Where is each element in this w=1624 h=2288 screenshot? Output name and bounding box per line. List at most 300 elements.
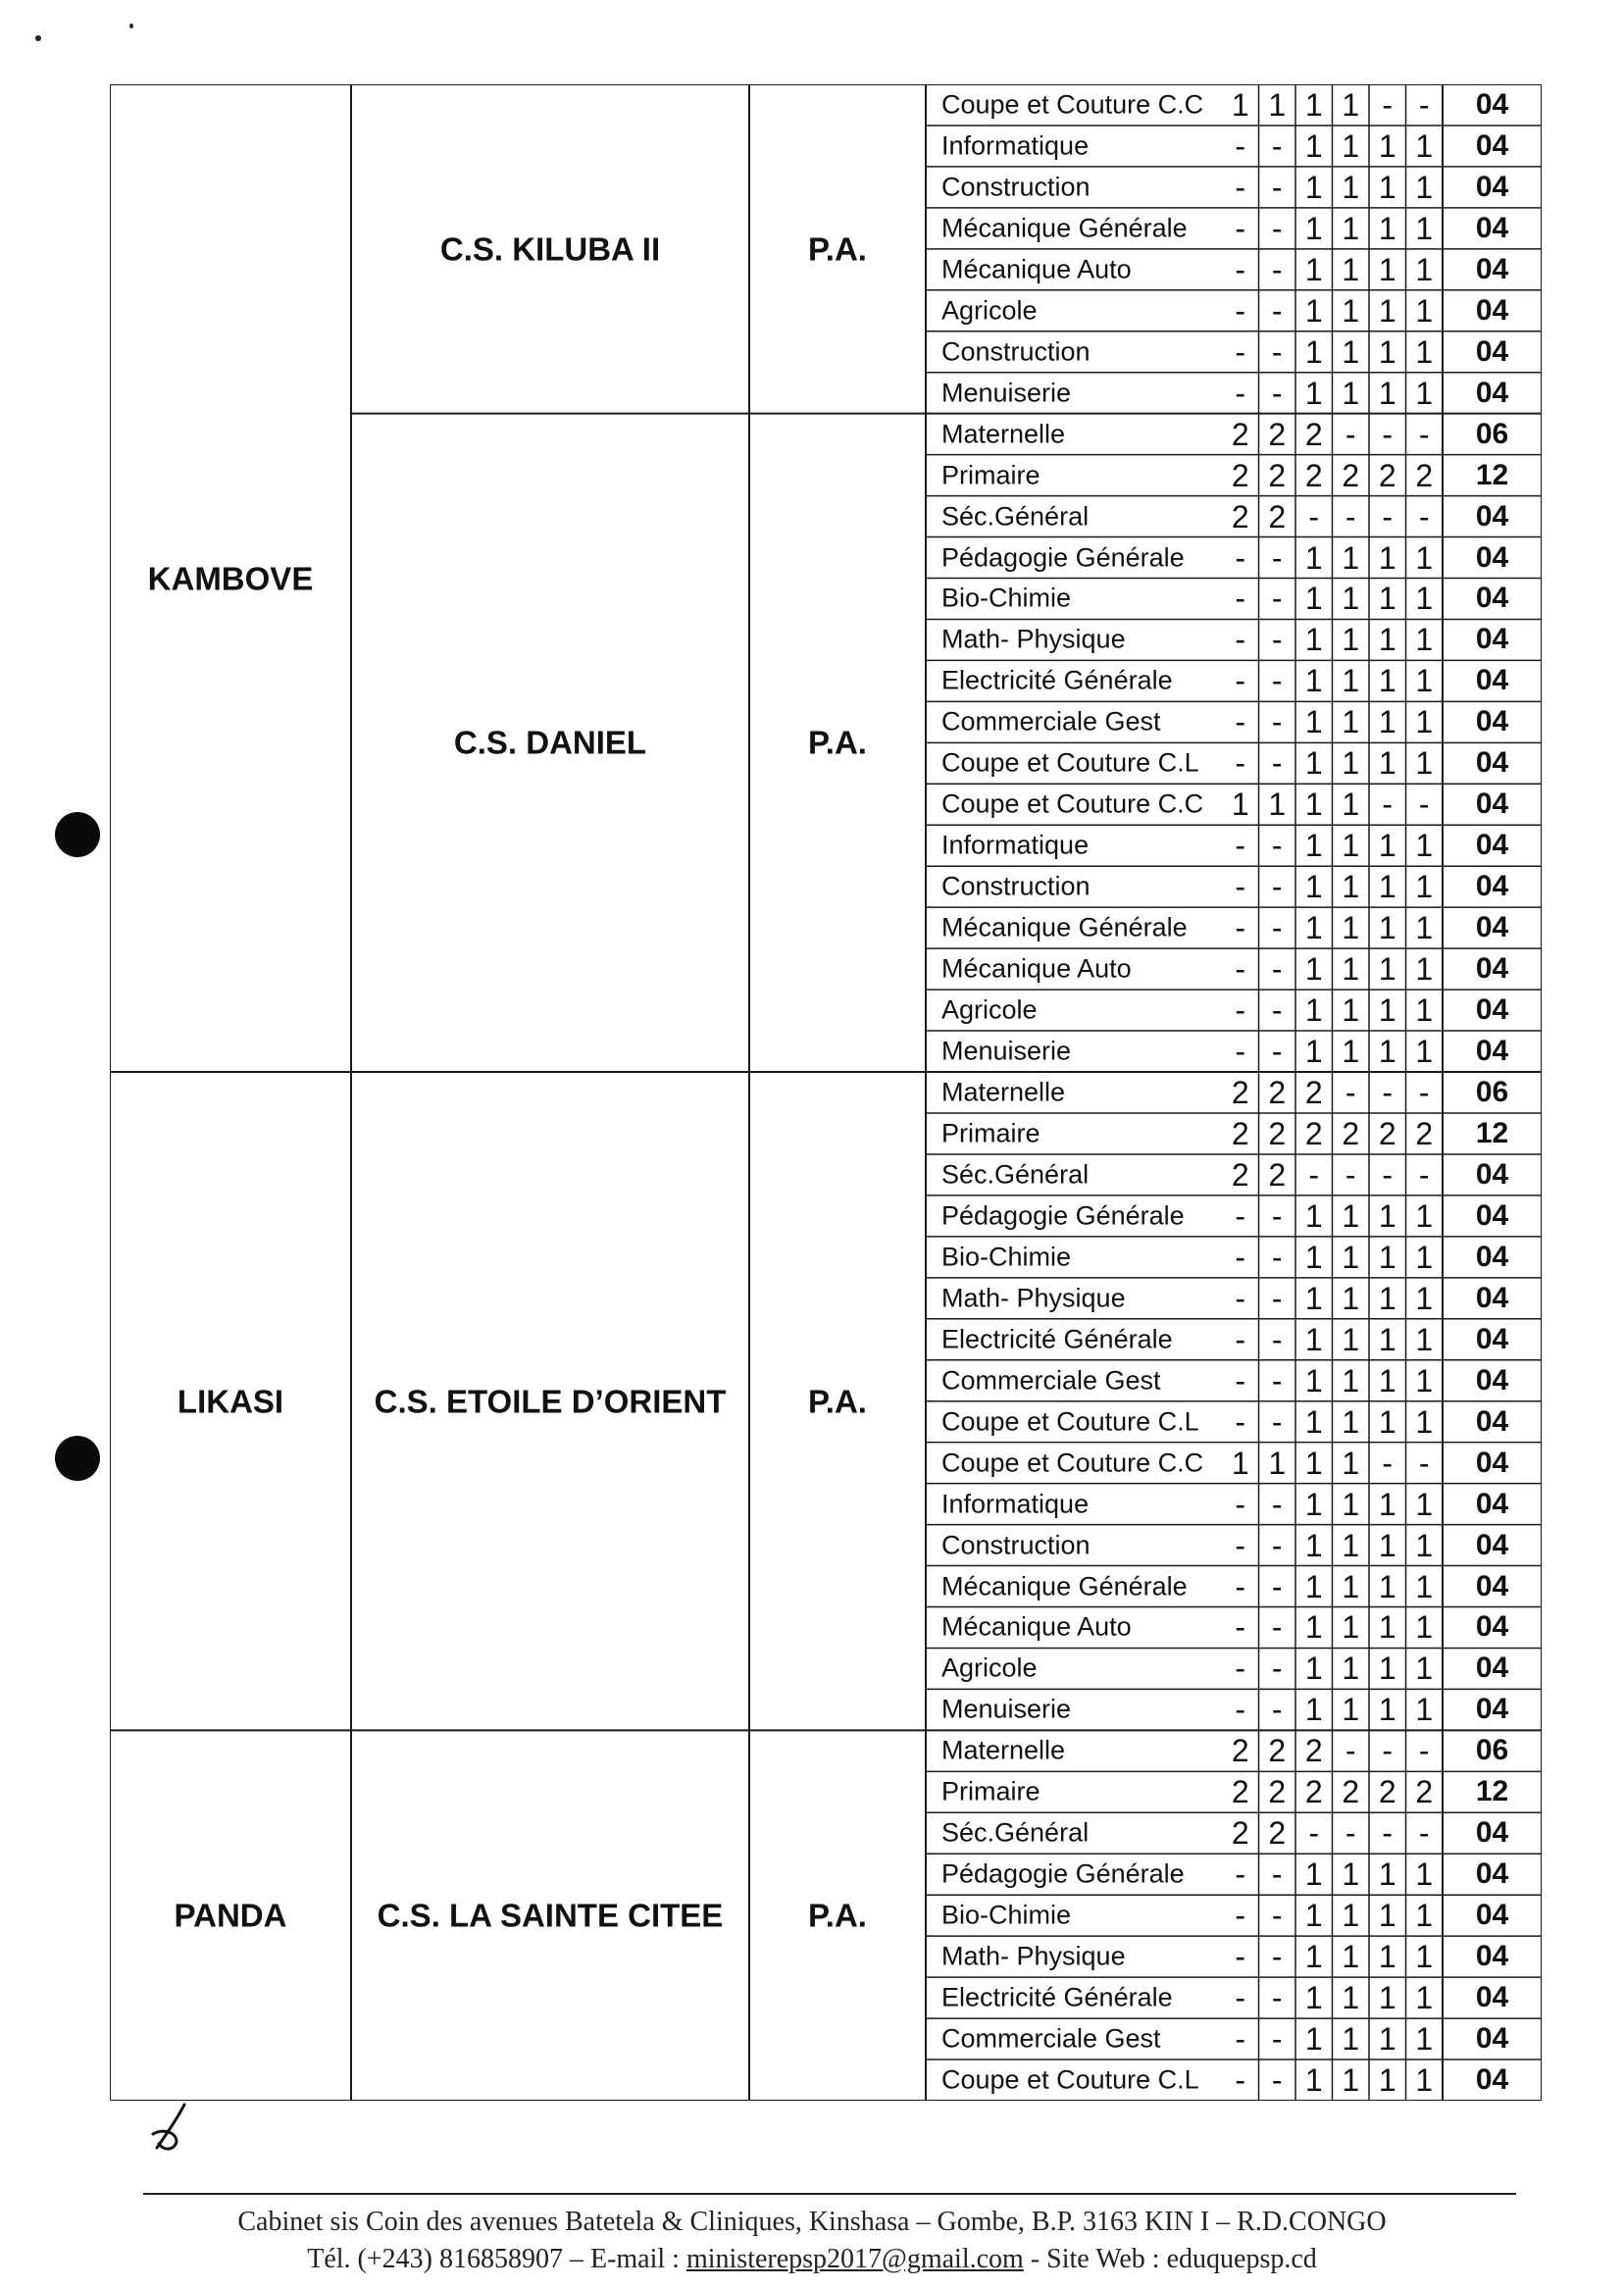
class-count: - <box>1235 2021 1246 2058</box>
filiere-label: Coupe et Couture C.C <box>941 788 1204 819</box>
class-count: 1 <box>1415 1321 1434 1357</box>
class-count: - <box>1235 1034 1246 1070</box>
class-count: 1 <box>1304 86 1323 123</box>
class-count: - <box>1271 992 1283 1029</box>
class-count: - <box>1235 1609 1246 1646</box>
class-count: 1 <box>1304 1197 1323 1234</box>
class-count: 1 <box>1342 704 1360 740</box>
filiere-label: Maternelle <box>941 1735 1066 1765</box>
class-count: 2 <box>1268 1733 1287 1769</box>
filiere-label: Math- Physique <box>941 1941 1126 1971</box>
class-count: 1 <box>1304 1486 1323 1522</box>
class-count: 2 <box>1268 1075 1287 1110</box>
class-count: - <box>1271 828 1283 864</box>
class-count: - <box>1345 498 1356 534</box>
school-type: P.A. <box>808 230 867 268</box>
class-count: - <box>1271 622 1283 658</box>
class-count: 1 <box>1304 663 1323 699</box>
class-count: 1 <box>1304 1651 1323 1687</box>
class-count: 2 <box>1231 1115 1249 1151</box>
class-count: 1 <box>1342 2021 1360 2058</box>
filiere-label: Informatique <box>941 1489 1090 1519</box>
class-count: 1 <box>1342 869 1360 905</box>
filiere-label: Bio-Chimie <box>941 1900 1072 1930</box>
filiere-label: Séc.Général <box>941 1159 1090 1190</box>
class-count: 1 <box>1342 2062 1360 2099</box>
class-count: 1 <box>1342 1486 1360 1522</box>
class-count: 1 <box>1342 1280 1360 1316</box>
class-count: 2 <box>1342 1774 1360 1810</box>
class-count: 2 <box>1231 498 1249 534</box>
class-count: 1 <box>1342 1980 1360 2016</box>
class-count: - <box>1235 622 1246 658</box>
row-total: 04 <box>1475 1816 1509 1850</box>
class-count: 1 <box>1415 869 1434 905</box>
class-count: - <box>1271 1280 1283 1316</box>
class-count: 1 <box>1415 663 1434 699</box>
class-count: 1 <box>1342 1239 1360 1275</box>
row-total: 04 <box>1475 1404 1509 1438</box>
row-total: 04 <box>1475 2022 1509 2056</box>
class-count: - <box>1271 1856 1283 1893</box>
filiere-label: Mécanique Générale <box>941 912 1188 942</box>
row-total: 04 <box>1475 870 1509 903</box>
class-count: 1 <box>1378 169 1396 205</box>
row-total: 04 <box>1475 1940 1509 1973</box>
class-count: 1 <box>1415 2021 1434 2058</box>
row-total: 04 <box>1475 87 1509 121</box>
filiere-label: Maternelle <box>941 419 1066 449</box>
class-count: - <box>1308 1156 1320 1193</box>
class-count: - <box>1235 1527 1246 1563</box>
class-count: 1 <box>1342 1856 1360 1893</box>
class-count: - <box>1235 1980 1246 2016</box>
class-count: 1 <box>1378 1362 1396 1398</box>
class-count: - <box>1271 1568 1283 1604</box>
row-total: 06 <box>1475 417 1509 450</box>
class-count: 2 <box>1231 1156 1249 1193</box>
class-count: 1 <box>1415 1692 1434 1728</box>
row-total: 04 <box>1475 540 1509 574</box>
class-count: 1 <box>1378 869 1396 905</box>
class-count: 1 <box>1415 1856 1434 1893</box>
row-total: 04 <box>1475 1035 1509 1068</box>
class-count: 1 <box>1268 1445 1287 1481</box>
class-count: 2 <box>1268 1815 1287 1852</box>
class-count: - <box>1235 663 1246 699</box>
class-count: 1 <box>1342 169 1360 205</box>
row-total: 12 <box>1475 1116 1509 1149</box>
row-total: 04 <box>1475 1157 1509 1191</box>
class-count: 1 <box>1304 992 1323 1029</box>
row-total: 04 <box>1475 1281 1509 1314</box>
class-count: - <box>1271 210 1283 246</box>
class-count: - <box>1382 1075 1394 1110</box>
class-count: 1 <box>1378 745 1396 782</box>
class-count: - <box>1235 1692 1246 1728</box>
class-count: - <box>1418 787 1430 823</box>
class-count: 1 <box>1342 539 1360 576</box>
row-total: 04 <box>1475 664 1509 697</box>
class-count: 1 <box>1378 292 1396 329</box>
filiere-label: Bio-Chimie <box>941 583 1072 613</box>
class-count: 2 <box>1231 1075 1249 1110</box>
class-count: 1 <box>1342 663 1360 699</box>
class-count: 1 <box>1342 1527 1360 1563</box>
class-count: 1 <box>1378 2062 1396 2099</box>
class-count: - <box>1235 375 1246 411</box>
class-count: - <box>1345 1815 1356 1852</box>
row-total: 04 <box>1475 1610 1509 1644</box>
class-count: - <box>1308 1815 1320 1852</box>
class-count: 1 <box>1304 251 1323 287</box>
class-count: 1 <box>1415 1609 1434 1646</box>
class-count: - <box>1235 951 1246 988</box>
class-count: - <box>1271 1980 1283 2016</box>
class-count: 1 <box>1304 581 1323 617</box>
class-count: 1 <box>1415 127 1434 164</box>
class-count: 2 <box>1304 1115 1323 1151</box>
class-count: 1 <box>1304 375 1323 411</box>
class-count: 1 <box>1378 1403 1396 1440</box>
row-total: 04 <box>1475 2063 1509 2097</box>
row-total: 04 <box>1475 911 1509 944</box>
class-count: - <box>1235 992 1246 1029</box>
class-count: 1 <box>1378 251 1396 287</box>
row-total: 04 <box>1475 1899 1509 1932</box>
class-count: 1 <box>1304 704 1323 740</box>
class-count: 1 <box>1378 210 1396 246</box>
filiere-label: Math- Physique <box>941 624 1126 654</box>
class-count: 1 <box>1378 1980 1396 2016</box>
footer-address: Cabinet sis Coin des avenues Batetela & Cliniques, Kinshasa – Gombe, B.P. 3163 KIN I – R.D.CONGO <box>237 2207 1387 2237</box>
class-count: - <box>1271 951 1283 988</box>
class-count: 1 <box>1342 1692 1360 1728</box>
class-count: 1 <box>1342 1321 1360 1357</box>
filiere-label: Electricité Générale <box>941 1324 1173 1354</box>
class-count: 1 <box>1304 333 1323 370</box>
class-count: 1 <box>1304 1280 1323 1316</box>
class-count: - <box>1271 251 1283 287</box>
class-count: 1 <box>1415 704 1434 740</box>
class-count: 1 <box>1415 622 1434 658</box>
class-count: 1 <box>1268 787 1287 823</box>
class-count: 1 <box>1342 1898 1360 1934</box>
class-count: 1 <box>1304 787 1323 823</box>
class-count: 1 <box>1304 292 1323 329</box>
class-count: 1 <box>1304 622 1323 658</box>
territory-name: KAMBOVE <box>147 560 314 596</box>
class-count: 2 <box>1304 1075 1323 1110</box>
class-count: 1 <box>1378 951 1396 988</box>
class-count: 1 <box>1231 787 1249 823</box>
class-count: 1 <box>1304 1034 1323 1070</box>
filiere-label: Primaire <box>941 460 1040 490</box>
class-count: - <box>1345 1075 1356 1110</box>
class-count: 1 <box>1415 539 1434 576</box>
class-count: - <box>1235 539 1246 576</box>
row-total: 04 <box>1475 211 1509 244</box>
class-count: 1 <box>1304 910 1323 946</box>
class-count: 1 <box>1342 828 1360 864</box>
footer-site-prefix: - Site Web : <box>1023 2244 1167 2274</box>
class-count: 1 <box>1342 1568 1360 1604</box>
filiere-label: Commerciale Gest <box>941 1365 1161 1396</box>
footer-contact <box>0 2244 1624 2275</box>
class-count: 2 <box>1342 457 1360 493</box>
class-count: - <box>1271 1197 1283 1234</box>
class-count: - <box>1271 333 1283 370</box>
filiere-label: Pédagogie Générale <box>941 1858 1185 1889</box>
class-count: 1 <box>1304 1527 1323 1563</box>
class-count: 1 <box>1342 1609 1360 1646</box>
row-total: 04 <box>1475 128 1509 162</box>
class-count: - <box>1271 704 1283 740</box>
row-total: 04 <box>1475 1487 1509 1520</box>
class-count: 1 <box>1304 2062 1323 2099</box>
class-count: - <box>1271 1898 1283 1934</box>
class-count: 1 <box>1304 828 1323 864</box>
class-count: 1 <box>1378 375 1396 411</box>
filiere-label: Coupe et Couture C.L <box>941 747 1199 778</box>
class-count: - <box>1382 1156 1394 1193</box>
class-count: 1 <box>1304 169 1323 205</box>
filiere-label: Mécanique Auto <box>941 254 1132 284</box>
row-total: 04 <box>1475 1528 1509 1561</box>
class-count: - <box>1235 828 1246 864</box>
row-total: 12 <box>1475 1775 1509 1808</box>
filiere-label: Séc.Général <box>941 1817 1090 1848</box>
row-total: 04 <box>1475 1569 1509 1602</box>
class-count: 1 <box>1342 581 1360 617</box>
class-count: 1 <box>1304 1856 1323 1893</box>
class-count: - <box>1418 86 1430 123</box>
class-count: - <box>1382 1733 1394 1769</box>
filiere-label: Primaire <box>941 1776 1040 1806</box>
class-count: 1 <box>1378 1939 1396 1975</box>
class-count: 1 <box>1378 1568 1396 1604</box>
footer-email-link[interactable]: ministerepsp2017@gmail.com <box>685 2244 1024 2274</box>
class-count: 2 <box>1415 457 1434 493</box>
class-count: - <box>1271 1239 1283 1275</box>
class-count: 1 <box>1342 1034 1360 1070</box>
class-count: 1 <box>1342 1651 1360 1687</box>
class-count: 1 <box>1342 1362 1360 1398</box>
filiere-label: Electricité Générale <box>941 665 1173 695</box>
class-count: 1 <box>1342 375 1360 411</box>
filiere-label: Construction <box>941 172 1091 202</box>
class-count: 1 <box>1342 787 1360 823</box>
row-total: 04 <box>1475 952 1509 986</box>
row-total: 04 <box>1475 1857 1509 1891</box>
class-count: 1 <box>1378 910 1396 946</box>
class-count: - <box>1235 581 1246 617</box>
row-total: 04 <box>1475 1363 1509 1397</box>
row-total: 12 <box>1475 458 1509 491</box>
class-count: - <box>1235 1898 1246 1934</box>
filiere-label: Menuiserie <box>941 1694 1072 1724</box>
class-count: - <box>1271 2062 1283 2099</box>
class-count: - <box>1235 1651 1246 1687</box>
row-total: 04 <box>1475 829 1509 862</box>
class-count: 2 <box>1231 457 1249 493</box>
class-count: - <box>1382 1445 1394 1481</box>
school-type: P.A. <box>808 1383 867 1420</box>
school-name: C.S. DANIEL <box>453 724 647 761</box>
class-count: 1 <box>1304 127 1323 164</box>
class-count: - <box>1271 1939 1283 1975</box>
row-total: 04 <box>1475 705 1509 738</box>
class-count: - <box>1271 1034 1283 1070</box>
class-count: 1 <box>1415 1486 1434 1522</box>
class-count: 1 <box>1378 1609 1396 1646</box>
school-name: C.S. KILUBA II <box>439 230 661 268</box>
class-count: - <box>1308 498 1320 534</box>
filiere-label: Bio-Chimie <box>941 1242 1072 1272</box>
class-count: - <box>1235 869 1246 905</box>
class-count: - <box>1271 910 1283 946</box>
class-count: - <box>1418 1733 1430 1769</box>
class-count: 1 <box>1378 663 1396 699</box>
row-total: 04 <box>1475 1322 1509 1355</box>
class-count: - <box>1271 1486 1283 1522</box>
row-total: 04 <box>1475 1693 1509 1726</box>
row-total: 06 <box>1475 1734 1509 1767</box>
filiere-label: Coupe et Couture C.L <box>941 1406 1199 1437</box>
class-count: 2 <box>1378 457 1396 493</box>
class-count: 1 <box>1378 127 1396 164</box>
class-count: - <box>1235 1939 1246 1975</box>
class-count: - <box>1271 2021 1283 2058</box>
class-count: - <box>1271 169 1283 205</box>
class-count: - <box>1235 1486 1246 1522</box>
school-name: C.S. LA SAINTE CITEE <box>377 1897 724 1934</box>
filiere-label: Construction <box>941 1530 1091 1560</box>
filiere-label: Pédagogie Générale <box>941 1200 1185 1231</box>
class-count: 1 <box>1342 127 1360 164</box>
filiere-label: Construction <box>941 871 1091 901</box>
filiere-label: Mécanique Générale <box>941 213 1188 243</box>
class-count: - <box>1235 127 1246 164</box>
class-count: - <box>1271 1651 1283 1687</box>
class-count: 1 <box>1304 1692 1323 1728</box>
row-total: 04 <box>1475 334 1509 368</box>
class-count: 1 <box>1304 1609 1323 1646</box>
class-count: 2 <box>1231 1815 1249 1852</box>
binder-hole <box>55 812 100 857</box>
filiere-label: Math- Physique <box>941 1283 1126 1313</box>
class-count: 1 <box>1342 951 1360 988</box>
class-count: - <box>1235 2062 1246 2099</box>
school-name: C.S. ETOILE D’ORIENT <box>374 1383 727 1420</box>
row-total: 04 <box>1475 1198 1509 1232</box>
class-count: 1 <box>1415 910 1434 946</box>
class-count: 1 <box>1378 581 1396 617</box>
class-count: 1 <box>1415 1197 1434 1234</box>
class-count: - <box>1271 1362 1283 1398</box>
class-count: 1 <box>1415 992 1434 1029</box>
school-type: P.A. <box>808 1897 867 1934</box>
class-count: 1 <box>1342 292 1360 329</box>
filiere-label: Commerciale Gest <box>941 706 1161 737</box>
class-count: 1 <box>1304 1568 1323 1604</box>
filiere-label: Informatique <box>941 130 1090 161</box>
class-count: 1 <box>1304 1939 1323 1975</box>
class-count: - <box>1382 1815 1394 1852</box>
row-total: 04 <box>1475 1446 1509 1479</box>
class-count: - <box>1235 1856 1246 1893</box>
class-count: - <box>1271 539 1283 576</box>
school-type: P.A. <box>808 724 867 761</box>
class-count: 1 <box>1342 86 1360 123</box>
class-count: 1 <box>1378 828 1396 864</box>
class-count: 1 <box>1268 86 1287 123</box>
class-count: 1 <box>1415 1034 1434 1070</box>
filiere-label: Mécanique Générale <box>941 1571 1188 1601</box>
class-count: 1 <box>1415 292 1434 329</box>
row-total: 04 <box>1475 376 1509 409</box>
class-count: 1 <box>1342 251 1360 287</box>
filiere-label: Mécanique Auto <box>941 1611 1132 1642</box>
scan-speck <box>129 24 133 28</box>
class-count: 2 <box>1378 1115 1396 1151</box>
class-count: 1 <box>1415 1403 1434 1440</box>
class-count: - <box>1235 251 1246 287</box>
class-count: - <box>1235 210 1246 246</box>
class-count: 2 <box>1268 1115 1287 1151</box>
class-count: 1 <box>1415 581 1434 617</box>
class-count: 2 <box>1231 1774 1249 1810</box>
class-count: - <box>1345 1733 1356 1769</box>
class-count: 1 <box>1378 1239 1396 1275</box>
class-count: - <box>1235 1403 1246 1440</box>
class-count: 2 <box>1378 1774 1396 1810</box>
row-total: 04 <box>1475 746 1509 780</box>
class-count: 1 <box>1304 1980 1323 2016</box>
class-count: 1 <box>1415 1980 1434 2016</box>
footer-website[interactable]: eduquepsp.cd <box>1166 2244 1317 2274</box>
footer-phone: Tél. (+243) 816858907 – E-mail : <box>307 2244 686 2274</box>
class-count: 1 <box>1415 745 1434 782</box>
row-total: 04 <box>1475 252 1509 285</box>
row-total: 04 <box>1475 623 1509 656</box>
class-count: 1 <box>1415 2062 1434 2099</box>
class-count: - <box>1382 86 1394 123</box>
class-count: - <box>1235 1280 1246 1316</box>
class-count: - <box>1382 787 1394 823</box>
class-count: 1 <box>1342 992 1360 1029</box>
filiere-label: Maternelle <box>941 1077 1066 1107</box>
class-count: - <box>1418 1156 1430 1193</box>
class-count: - <box>1271 292 1283 329</box>
class-count: 2 <box>1415 1115 1434 1151</box>
class-count: 1 <box>1342 745 1360 782</box>
class-count: 1 <box>1378 333 1396 370</box>
class-count: - <box>1235 1568 1246 1604</box>
class-count: 1 <box>1415 1239 1434 1275</box>
class-count: 2 <box>1268 1156 1287 1193</box>
class-count: 1 <box>1378 1280 1396 1316</box>
class-count: 1 <box>1378 704 1396 740</box>
class-count: 1 <box>1415 333 1434 370</box>
class-count: 1 <box>1415 1568 1434 1604</box>
class-count: - <box>1271 745 1283 782</box>
class-count: 1 <box>1378 1197 1396 1234</box>
filiere-label: Agricole <box>941 295 1038 326</box>
class-count: 1 <box>1342 1445 1360 1481</box>
filiere-label: Commerciale Gest <box>941 2023 1161 2054</box>
class-count: - <box>1382 498 1394 534</box>
